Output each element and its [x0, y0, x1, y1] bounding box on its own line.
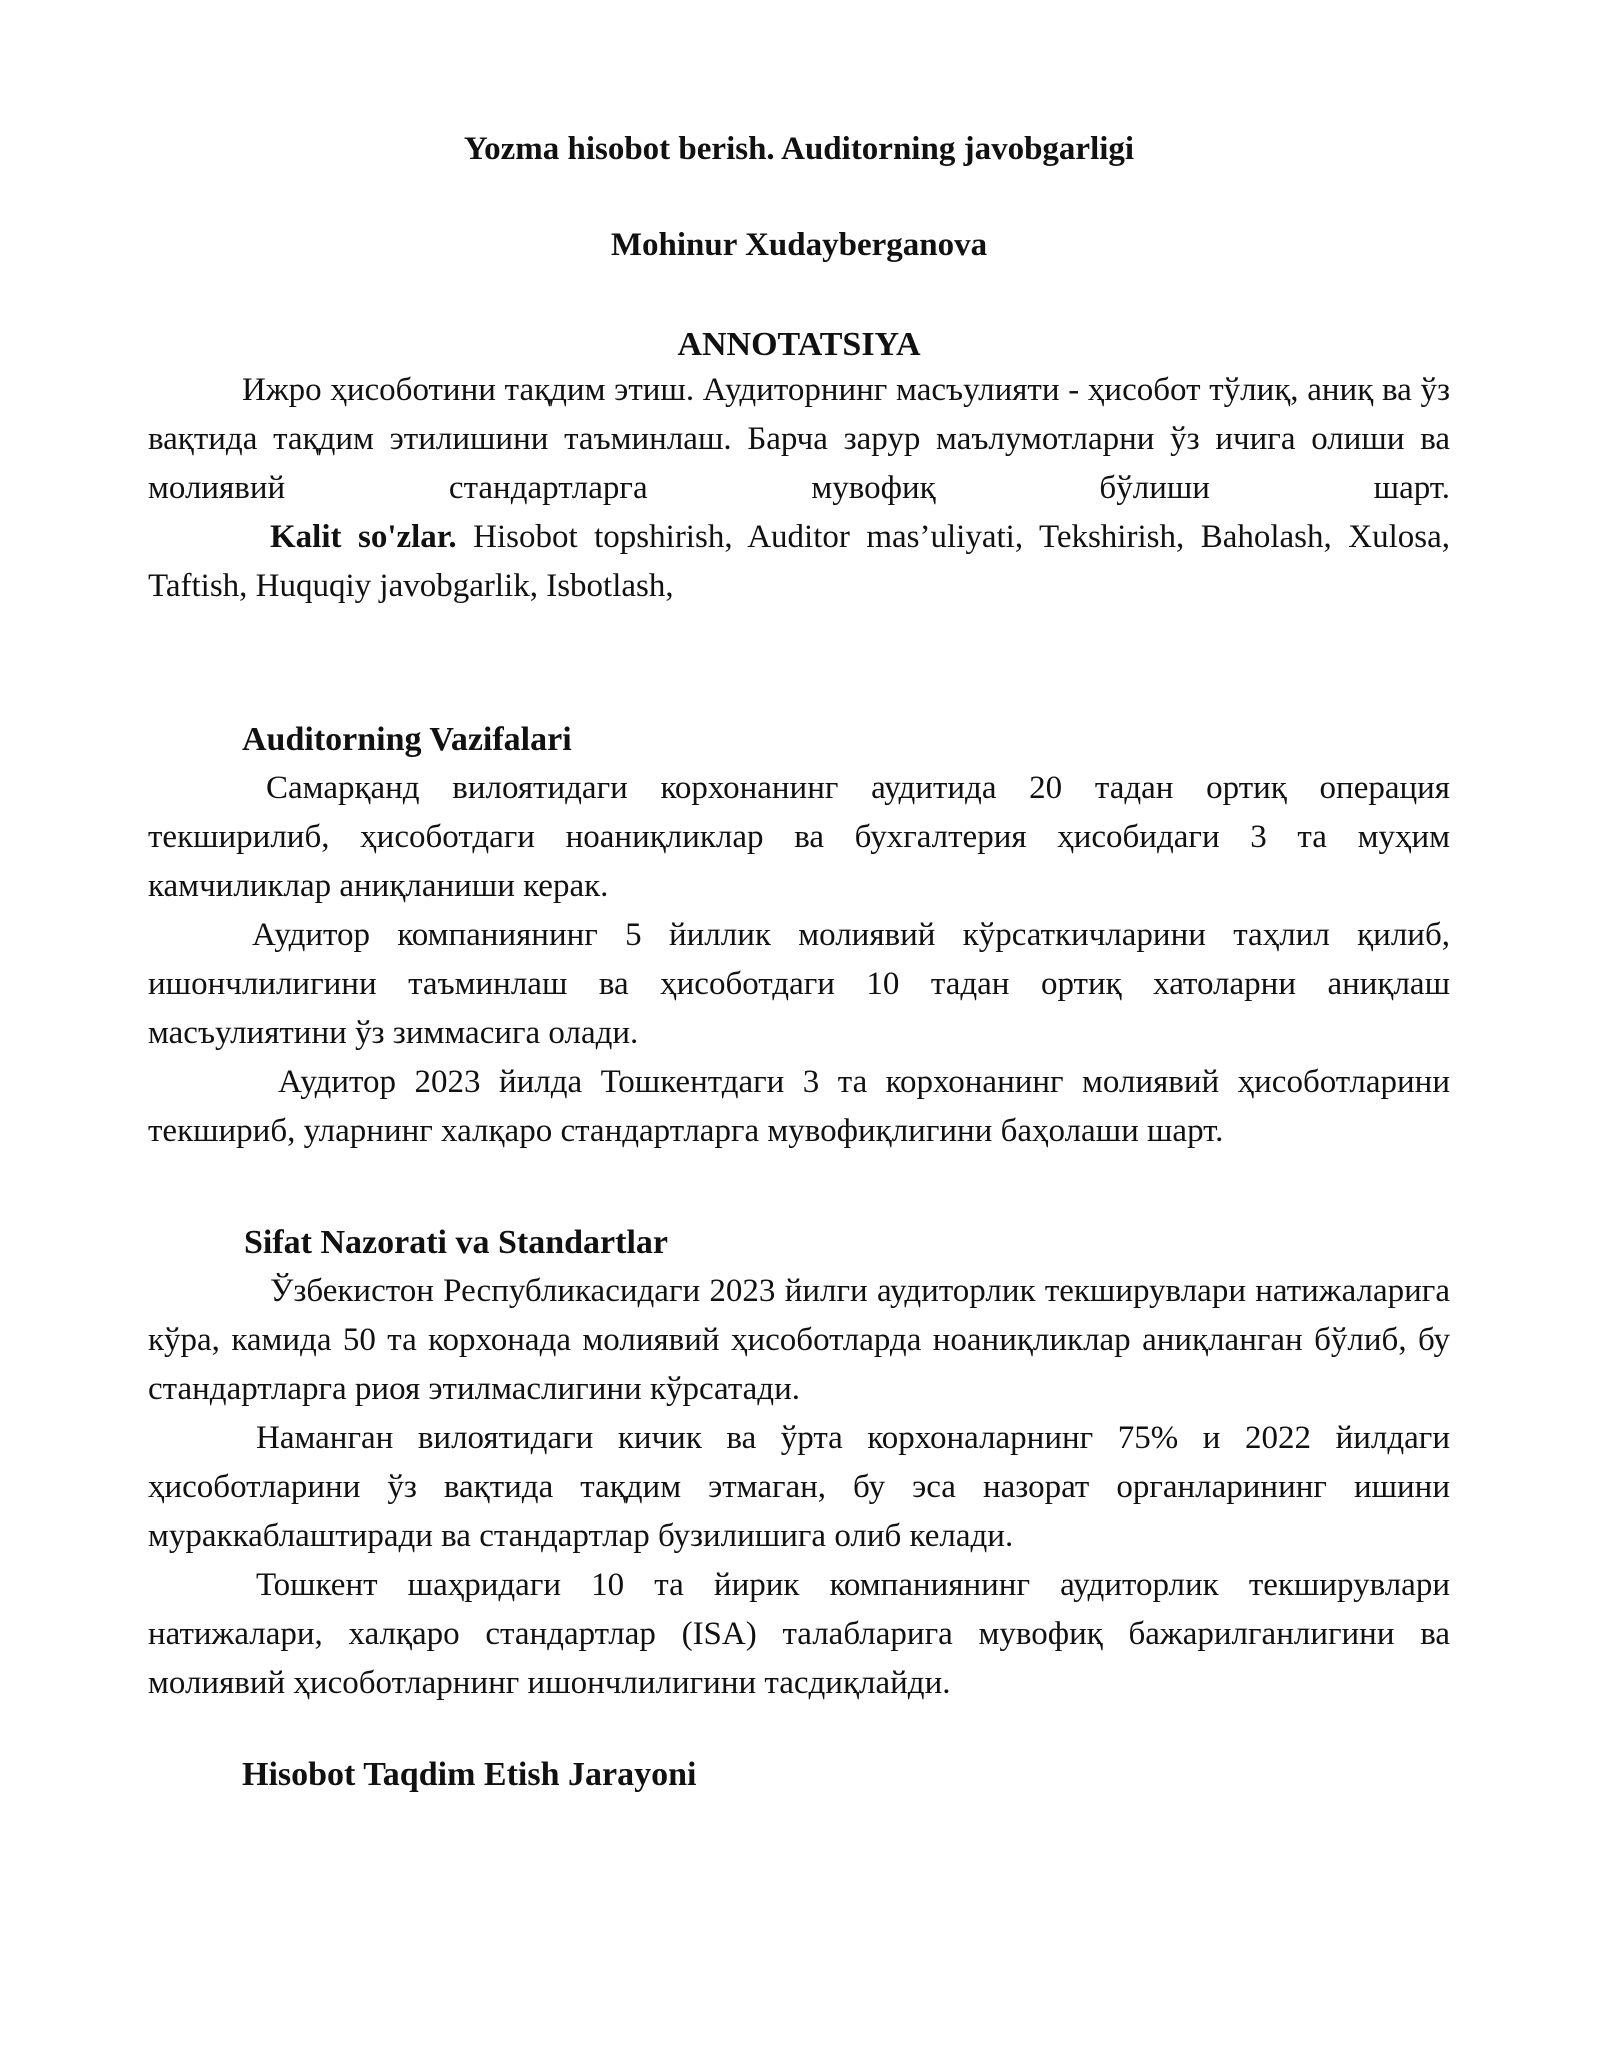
section-paragraph: Тошкент шаҳридаги 10 та йирик компаниянинг аудиторлик текширувлари натижалари, халқаро стандартлар (ISA) талабларига мувофиқ бажарилганлигини ва молиявий ҳисоботларнинг ишончлилигини тасдиқлайди.	[148, 1566, 1450, 1701]
document-page	[148, 130, 1450, 1799]
section-paragraph: Аудитор 2023 йилда Тошкентдаги 3 та корхонанинг молиявий ҳисоботларини текшириб, уларнинг халқаро стандартларга мувофиқлигини баҳолаши шарт.	[148, 1063, 1450, 1149]
section-heading-report-process: Hisobot Taqdim Etish Jarayoni	[242, 1755, 697, 1793]
keywords-list: Hisobot topshirish, Auditor mas’uliyati, Tekshirish, Baholash, Xulosa, Taftish, Huquqiy javobgarlik, Isbotlash,	[148, 518, 1450, 604]
section-heading-quality-control: Sifat Nazorati va Standartlar	[244, 1223, 669, 1261]
section-paragraph: Аудитор компаниянинг 5 йиллик молиявий кўрсаткичларини таҳлил қилиб, ишончлилигини таъминлаш ва ҳисоботдаги 10 тадан ортиқ хатоларни аниқлаш масъулиятини ўз зиммасига олади.	[148, 916, 1450, 1051]
keywords-paragraph	[148, 513, 1450, 611]
section-paragraph: Самарқанд вилоятидаги корхонанинг аудитида 20 тадан ортиқ операция текширилиб, ҳисоботдаги ноаниқликлар ва бухгалтерия ҳисобидаги 3 та муҳим камчиликлар аниқланиши керак.	[148, 769, 1450, 904]
author-name: Mohinur Xudayberganova	[610, 226, 988, 263]
section-heading-auditor-duties: Auditorning Vazifalari	[242, 720, 572, 758]
document-title: Yozma hisobot berish. Auditorning javobgarligi	[463, 131, 1135, 167]
section-paragraph: Наманган вилоятидаги кичик ва ўрта корхоналарнинг 75% и 2022 йилдаги ҳисоботларини ўз вақтида тақдим этмаган, бу эса назорат органларининг ишини мураккаблаштиради ва стандартлар бузилишига олиб келади.	[148, 1419, 1450, 1554]
keywords-label: Kalit so'zlar.	[270, 518, 457, 555]
section-paragraph: Ўзбекистон Республикасидаги 2023 йилги аудиторлик текширувлари натижаларига кўра, камида 50 та корхонада молиявий ҳисоботларда ноаниқликлар аниқланган бўлиб, бу стандартларга риоя этилмаслигини кўрсатади.	[148, 1272, 1450, 1407]
annotation-heading: ANNOTATSIYA	[677, 326, 921, 364]
annotation-paragraph: Ижро ҳисоботини тақдим этиш. Аудиторнинг масъулияти - ҳисобот тўлиқ, аниқ ва ўз вақтида тақдим этилишини таъминлаш. Барча зарур маълумотларни ўз ичига олиши ва молиявий стандартларга мувофиқ бўлиши шарт.	[148, 371, 1450, 506]
